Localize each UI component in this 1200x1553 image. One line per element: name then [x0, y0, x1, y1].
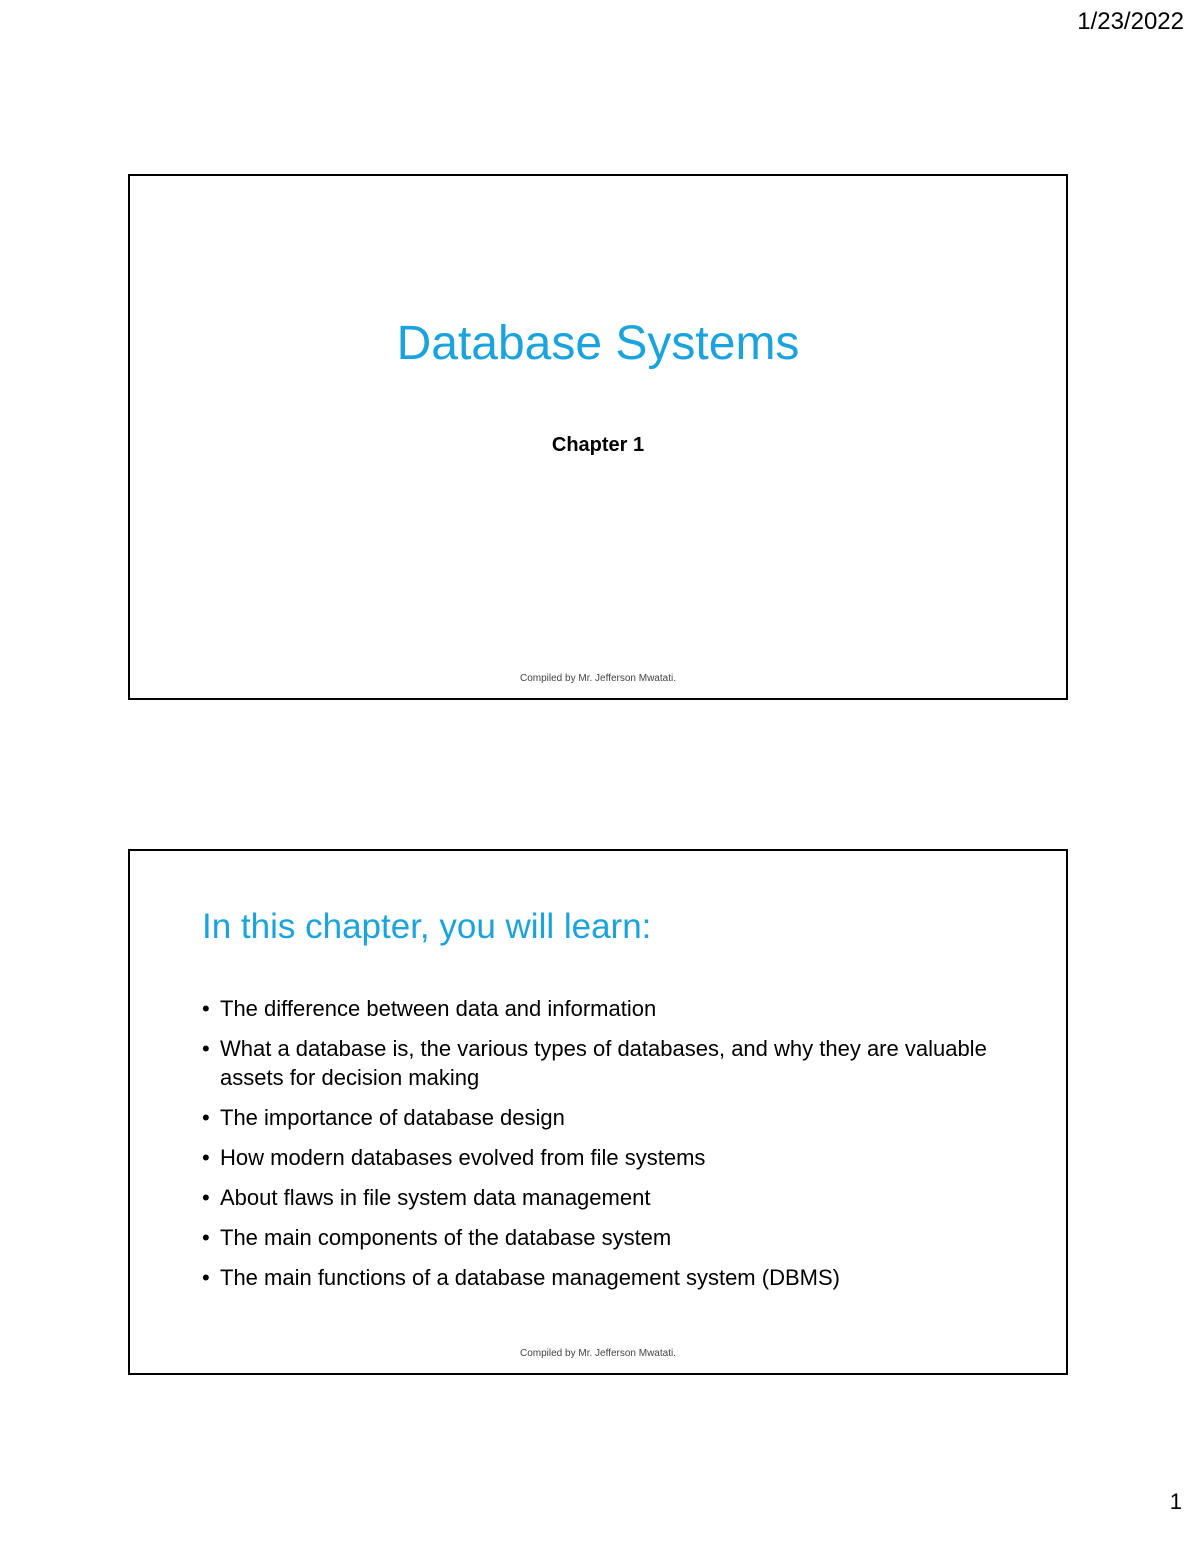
bullet-item: • The importance of database design	[202, 1103, 1026, 1132]
title-slide	[128, 174, 1068, 700]
objectives-slide	[128, 849, 1068, 1375]
bullet-item: • The main components of the database system	[202, 1223, 1026, 1252]
bullet-item: • The main functions of a database management system (DBMS)	[202, 1263, 1026, 1292]
slide-subtitle: Chapter 1	[551, 434, 645, 456]
bullet-list	[202, 994, 1026, 1303]
bullet-item: • The difference between data and information	[202, 994, 1026, 1023]
bullet-item: • How modern databases evolved from file systems	[202, 1143, 1026, 1172]
slide-footer: Compiled by Mr. Jefferson Mwatati.	[520, 673, 676, 684]
slide-footer: Compiled by Mr. Jefferson Mwatati.	[520, 1348, 676, 1359]
slide-heading: In this chapter, you will learn:	[202, 907, 652, 946]
page-number: 1	[1169, 1489, 1182, 1514]
bullet-item: • About flaws in file system data management	[202, 1183, 1026, 1212]
page-date: 1/23/2022	[1077, 8, 1184, 35]
slide-title: Database Systems	[396, 317, 800, 370]
bullet-item: • What a database is, the various types of databases, and why they are valuable assets for decision making	[202, 1034, 1026, 1092]
